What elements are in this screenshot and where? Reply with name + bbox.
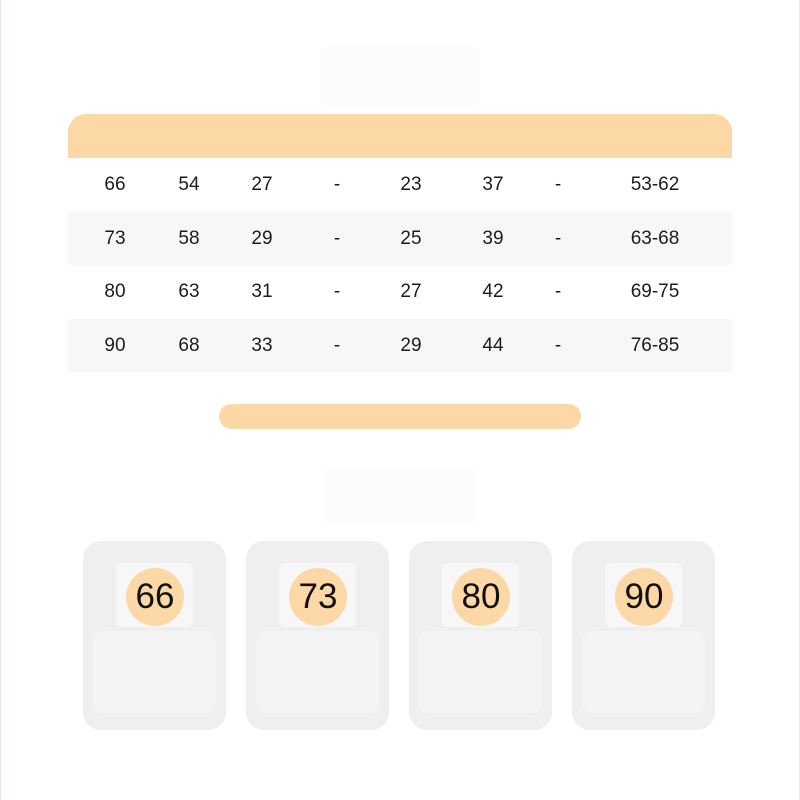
table-cell: 37 [482,174,504,195]
table-cell: 31 [251,281,273,302]
card-image-placeholder [256,631,379,713]
table-header [68,114,732,158]
table-cell: 44 [482,334,504,356]
size-badge: 66 [126,568,184,626]
table-cell: 90 [104,334,126,356]
table-row [68,265,732,319]
table-cell: 29 [251,227,273,249]
table-cell: 53-62 [630,174,680,195]
table-cell: 69-75 [630,281,680,302]
table-cell: - [333,227,341,249]
size-badge: 80 [452,568,510,626]
card-image-placeholder [582,631,705,713]
size-badge: 90 [615,568,673,626]
size-card[interactable] [246,541,389,730]
section-divider-bar [219,404,581,429]
table-cell: 63 [178,281,200,302]
table-cell: 76-85 [630,334,680,356]
table-cell: - [333,174,341,195]
table-cell: 29 [400,334,422,356]
size-card[interactable] [83,541,226,730]
table-row [68,158,732,212]
card-image-placeholder [93,631,216,713]
table-cell: 66 [104,174,126,195]
table-cell: 54 [178,174,200,195]
table-cell: - [333,334,341,356]
table-cell: 58 [178,227,200,249]
table-cell: - [554,227,562,249]
table-cell: - [554,281,562,302]
subtitle-placeholder [323,468,477,526]
table-cell: 80 [104,281,126,302]
size-card[interactable] [409,541,552,730]
left-border [0,0,1,800]
table-cell: - [554,174,562,195]
table-cell: 25 [400,227,422,249]
table-cell: 27 [251,174,273,195]
size-cards [83,541,723,731]
table-cell: 27 [400,281,422,302]
table-cell: 42 [482,281,504,302]
table-cell: - [554,334,562,356]
table-row [68,212,732,266]
title-placeholder [320,46,480,106]
size-table [68,158,732,372]
table-row [68,319,732,373]
table-cell: 73 [104,227,126,249]
size-card[interactable] [572,541,715,730]
table-cell: 68 [178,334,200,356]
table-cell: 23 [400,174,422,195]
table-cell: 39 [482,227,504,249]
table-cell: 63-68 [630,227,680,249]
card-image-placeholder [419,631,542,713]
table-cell: - [333,281,341,302]
table-cell: 33 [251,334,273,356]
size-badge: 73 [289,568,347,626]
